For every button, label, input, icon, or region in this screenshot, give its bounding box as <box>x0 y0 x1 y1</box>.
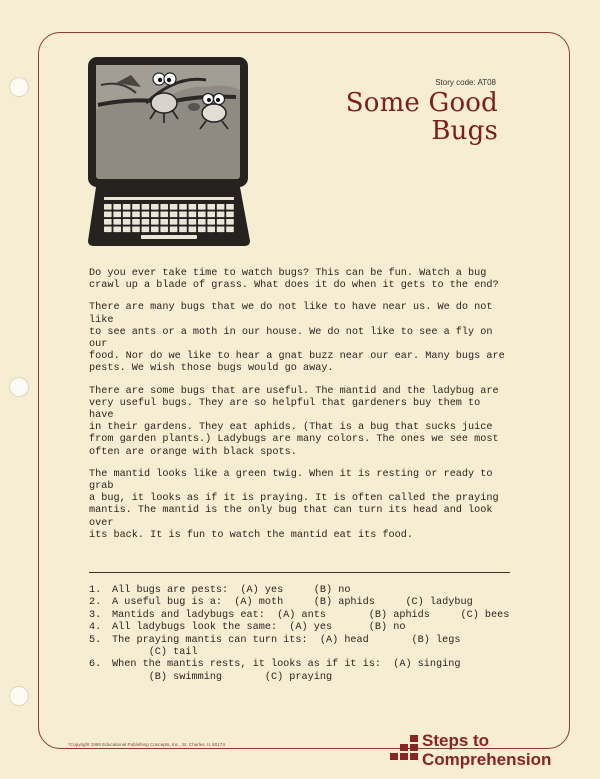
keyboard-key <box>207 204 215 210</box>
keyboard-key <box>123 204 131 210</box>
story-paragraph: There are some bugs that are useful. The mantid and the ladybug are very useful bugs. They are so helpful that gardeners buy them to have in their gardens. They eat aphids. (That is a bug that sucks juice from garden plants.) Ladybugs are many colors. The ones we see most often are orange with black spots. <box>89 385 499 458</box>
question-number: 3. <box>89 609 102 621</box>
keyboard-key <box>104 219 112 225</box>
keyboard-key <box>123 212 131 218</box>
story-paragraph: Do you ever take time to watch bugs? This can be fun. Watch a bug crawl up a blade of grass. What does it do when it gets to the end? <box>89 268 499 292</box>
question-number: 4. <box>89 622 102 634</box>
question-list <box>89 585 519 684</box>
keyboard-key <box>207 219 215 225</box>
keyboard-key <box>189 204 197 210</box>
keyboard-key <box>142 212 150 218</box>
logo-line-1: Steps to <box>422 731 490 750</box>
question-item <box>89 610 519 622</box>
keyboard-key <box>189 212 197 218</box>
keyboard-key <box>179 219 187 225</box>
keyboard-key <box>207 227 215 233</box>
keyboard-key <box>113 219 121 225</box>
keyboard-key <box>226 204 234 210</box>
keyboard-key <box>217 227 225 233</box>
question-number: 1. <box>89 585 102 596</box>
keyboard-key <box>104 212 112 218</box>
keyboard-key <box>151 219 159 225</box>
keyboard-key <box>217 212 225 218</box>
keyboard-key <box>217 219 225 225</box>
keyboard-key <box>104 227 112 233</box>
keyboard-key <box>104 204 112 210</box>
keyboard-key <box>142 227 150 233</box>
question-number: 2. <box>89 597 102 609</box>
keyboard-key <box>160 219 168 225</box>
keyboard-key <box>198 212 206 218</box>
story-code: Story code: AT08 <box>435 78 496 87</box>
keyboard-key <box>170 212 178 218</box>
title-line-2: Bugs <box>431 116 498 146</box>
question-text: Mantids and ladybugs eat: (A) ants (B) aphids (C) bees <box>112 609 510 621</box>
question-text: A useful bug is a: (A) moth (B) aphids (C) ladybug <box>112 597 473 609</box>
question-text: The praying mantis can turn its: (A) head (B) legs (C) tail <box>112 634 461 659</box>
keyboard-key <box>113 212 121 218</box>
question-item <box>89 585 519 597</box>
keyboard-key <box>226 212 234 218</box>
page-title <box>346 89 498 145</box>
binder-hole-bottom <box>9 686 29 706</box>
divider-line <box>89 572 510 573</box>
keyboard-key <box>123 227 131 233</box>
binder-hole-middle <box>9 377 29 397</box>
keyboard-key <box>132 204 140 210</box>
keyboard-key <box>142 204 150 210</box>
keyboard-key <box>217 204 225 210</box>
keyboard-key <box>160 227 168 233</box>
question-number: 6. <box>89 659 102 671</box>
story-paragraph: The mantid looks like a green twig. When it is resting or ready to grab a bug, it looks as if it is praying. It is often called the praying mantis. The mantid is the only bug that can turn its head and look over its back. It is fun to watch the mantid eat its food. <box>89 468 499 541</box>
story-text <box>89 268 509 552</box>
question-item <box>89 635 519 660</box>
logo-line-2: Comprehension <box>422 750 552 769</box>
keyboard-key <box>170 204 178 210</box>
steps-logo-icon <box>388 733 420 765</box>
keyboard-key <box>189 219 197 225</box>
question-text: When the mantis rests, it looks as if it is: (A) singing (B) swimming (C) praying <box>112 659 461 683</box>
keyboard-key <box>160 212 168 218</box>
keyboard-key <box>151 227 159 233</box>
question-item <box>89 597 519 609</box>
keyboard-key <box>132 219 140 225</box>
keyboard-key <box>189 227 197 233</box>
keyboard-key <box>179 227 187 233</box>
keyboard-key <box>160 204 168 210</box>
keyboard-key <box>170 219 178 225</box>
keyboard-key <box>142 219 150 225</box>
keyboard-key <box>198 227 206 233</box>
keyboard-key <box>113 227 121 233</box>
binder-hole-top <box>9 77 29 97</box>
keyboard-key <box>179 204 187 210</box>
keyboard-key <box>113 204 121 210</box>
keyboard-key <box>123 219 131 225</box>
keyboard-key <box>151 212 159 218</box>
keyboard-key <box>198 219 206 225</box>
question-text: All bugs are pests: (A) yes (B) no <box>112 585 351 596</box>
keyboard-key <box>132 212 140 218</box>
keyboard-key <box>226 227 234 233</box>
question-item <box>89 659 519 684</box>
keyboard-key <box>170 227 178 233</box>
question-text: All ladybugs look the same: (A) yes (B) no <box>112 622 406 634</box>
keyboard-key <box>198 204 206 210</box>
keyboard-key <box>226 219 234 225</box>
keyboard-key <box>179 212 187 218</box>
question-number: 5. <box>89 634 102 646</box>
keyboard-key <box>207 212 215 218</box>
title-line-1: Some Good <box>345 88 498 118</box>
story-paragraph: There are many bugs that we do not like to have near us. We do not like to see ants or a moth in our house. We do not like to see a fly on our food. Nor do we like to hear a gnat buzz near our ear. Many bugs are pests. We wish those bugs would go away. <box>89 302 505 375</box>
copyright-notice: *Copyright 1986 Educational Publishing Concepts, Inc., St. Charles, IL 60174 <box>68 742 225 747</box>
question-item <box>89 622 519 634</box>
brand-logo-text <box>422 731 551 769</box>
keyboard-key <box>151 204 159 210</box>
keyboard-key <box>132 227 140 233</box>
laptop-computer-illustration <box>86 55 252 247</box>
